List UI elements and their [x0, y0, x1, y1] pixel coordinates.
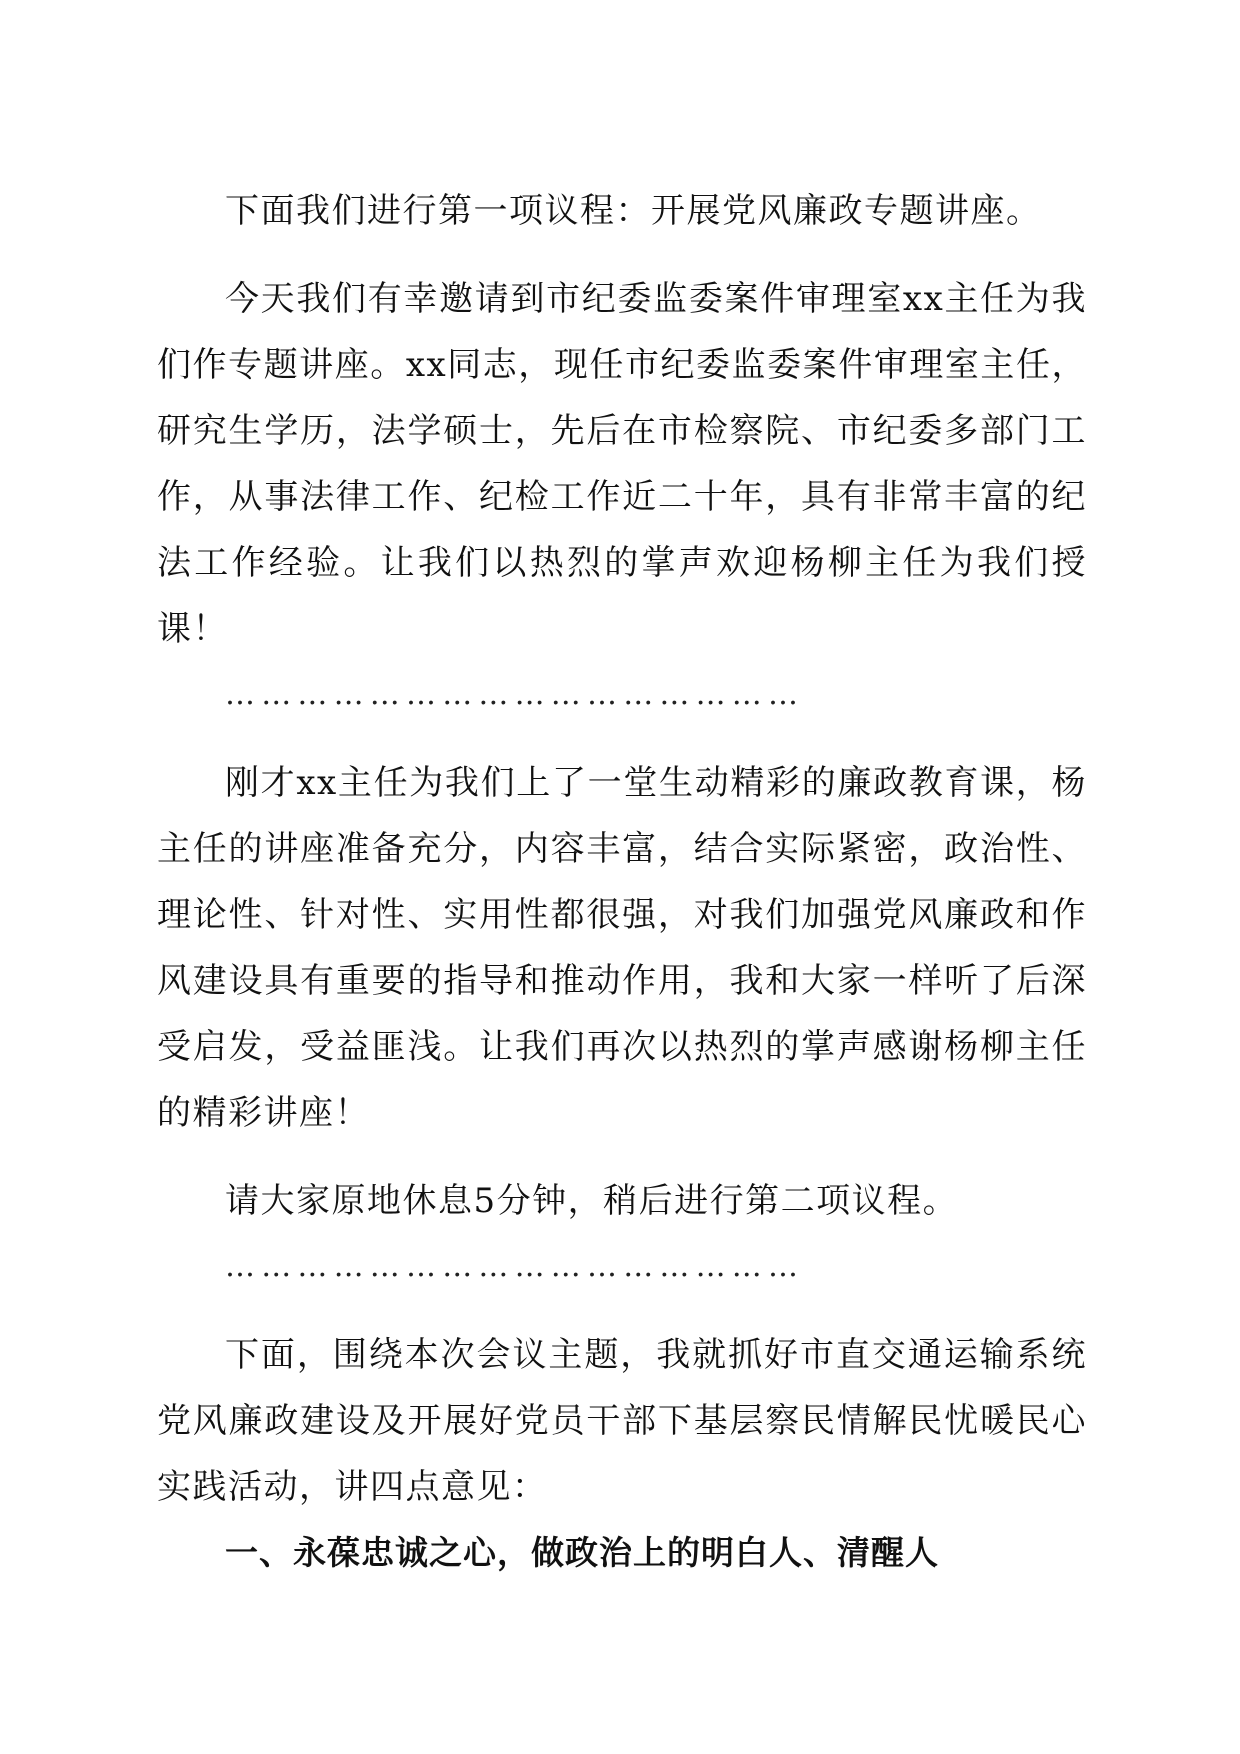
paragraph-four-points-intro: 下面，围绕本次会议主题，我就抓好市直交通运输系统党风廉政建设及开展好党员干部下基层察民情解民忧暖民心实践活动，讲四点意见： — [157, 1335, 1087, 1507]
ellipsis-separator: ………………………………………… — [225, 677, 805, 712]
paragraph-break-notice: 请大家原地休息5分钟，稍后进行第二项议程。 — [225, 1181, 959, 1221]
document-body — [157, 178, 1087, 1586]
paragraph-lecture-thanks: 刚才xx主任为我们上了一堂生动精彩的廉政教育课，杨主任的讲座准备充分，内容丰富，结合实际紧密，政治性、理论性、针对性、实用性都很强，对我们加强党风廉政和作风建设具有重要的指导和推动作用，我和大家一样听了后深受启发，受益匪浅。让我们再次以热烈的掌声感谢杨柳主任的精彩讲座！ — [157, 763, 1087, 1133]
ellipsis-separator: ………………………………………… — [225, 1249, 805, 1284]
paragraph-agenda-one: 下面我们进行第一项议程：开展党风廉政专题讲座。 — [225, 191, 1042, 231]
section-heading-one: 一、永葆忠诚之心，做政治上的明白人、清醒人 — [225, 1533, 939, 1572]
paragraph-speaker-intro: 今天我们有幸邀请到市纪委监委案件审理室xx主任为我们作专题讲座。xx同志，现任市纪委监委案件审理室主任，研究生学历，法学硕士，先后在市检察院、市纪委多部门工作，从事法律工作、纪检工作近二十年，具有非常丰富的纪法工作经验。让我们以热烈的掌声欢迎杨柳主任为我们授课！ — [157, 279, 1087, 649]
